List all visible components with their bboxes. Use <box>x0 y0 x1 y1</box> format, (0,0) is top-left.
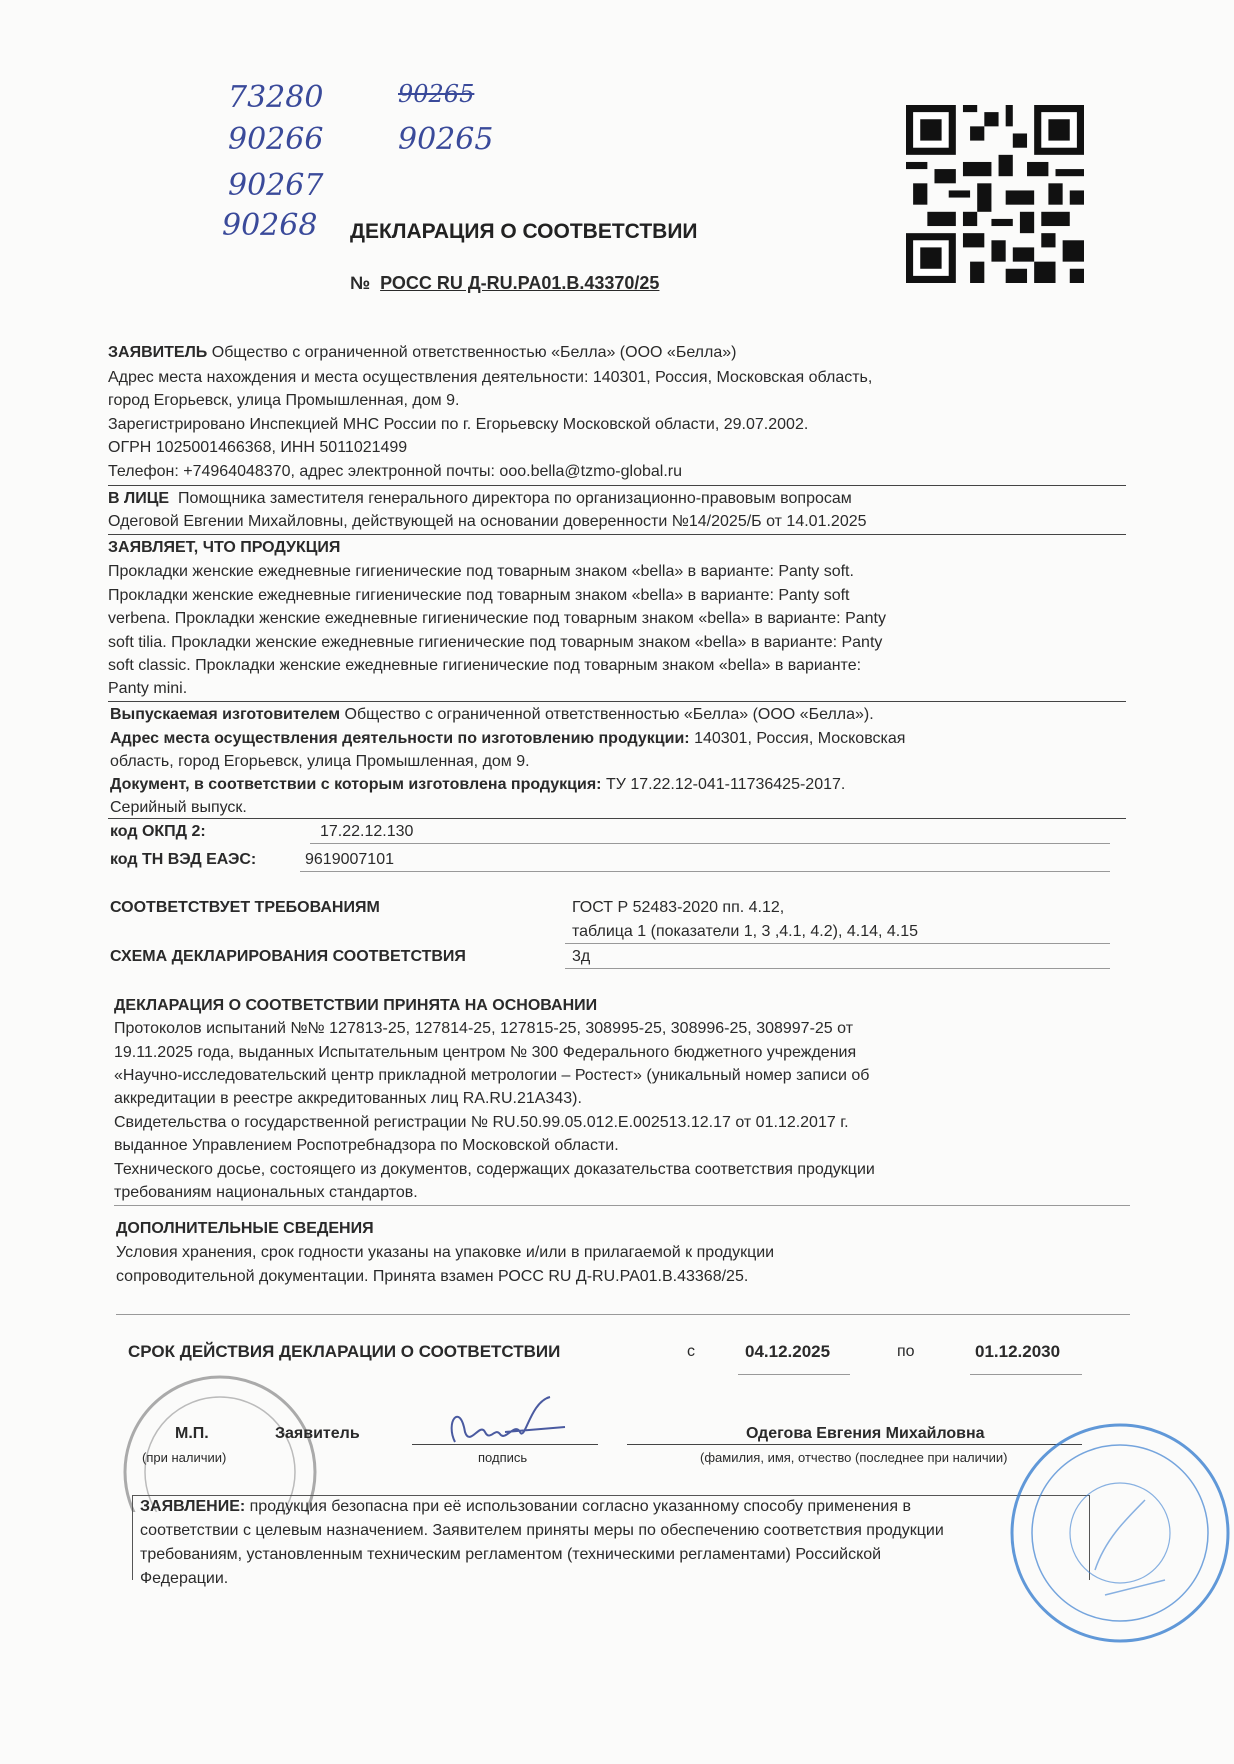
handwritten-number: 90268 <box>222 208 318 243</box>
basis-line: «Научно-исследовательский центр прикладной метрологии – Ростест» (уникальный номер записи об <box>114 1067 870 1084</box>
divider <box>565 943 1110 944</box>
manufacturer-document-label: Документ, в соответствии с которым изготовлена продукция: <box>110 776 602 793</box>
page-title: ДЕКЛАРАЦИЯ О СООТВЕТСТВИИ <box>350 220 698 243</box>
applicant-registration: Зарегистрировано Инспекцией МНС России по г. Егорьевску Московской области, 29.07.2002. <box>108 416 809 433</box>
handwritten-number: 90265 <box>398 122 494 157</box>
product-line: Panty mini. <box>108 680 188 697</box>
applicant-address: Адрес места нахождения и места осуществления деятельности: 140301, Россия, Московская область, <box>108 369 873 386</box>
declaration-number <box>350 273 659 294</box>
applicant-ogrn: ОГРН 1025001466368, ИНН 5011021499 <box>108 439 408 456</box>
handwritten-number: 90267 <box>228 168 324 203</box>
applicant-name: Общество с ограниченной ответственностью «Белла» (ООО «Белла») <box>211 344 737 361</box>
number-prefix: № <box>350 273 371 293</box>
statement-line <box>140 1495 911 1518</box>
product-label: ЗАЯВЛЯЕТ, ЧТО ПРОДУКЦИЯ <box>108 539 341 556</box>
manufacturer-document-value: ТУ 17.22.12-041-11736425-2017. <box>605 776 846 793</box>
validity-to-label: по <box>897 1343 915 1360</box>
basis-line: 19.11.2025 года, выданных Испытательным центром № 300 Федерального бюджетного учреждения <box>114 1044 857 1061</box>
requirements-line: ГОСТ Р 52483-2020 пп. 4.12, <box>572 899 785 916</box>
requirements-line: таблица 1 (показатели 1, 3 ,4.1, 4.2), 4.14, 4.15 <box>572 923 919 940</box>
product-line: soft tilia. Прокладки женские ежедневные гигиенические под товарным знаком «bella» в варианте: Panty <box>108 634 883 651</box>
handwritten-number: 90266 <box>228 122 324 157</box>
divider <box>108 701 1126 702</box>
requirements-label: СООТВЕТСТВУЕТ ТРЕБОВАНИЯМ <box>110 899 380 916</box>
additional-label: ДОПОЛНИТЕЛЬНЫЕ СВЕДЕНИЯ <box>116 1220 374 1237</box>
certification-stamp-icon <box>995 1420 1234 1650</box>
representative-position: Помощника заместителя генерального директора по организационно-правовым вопросам <box>177 490 852 507</box>
divider <box>108 534 1126 535</box>
basis-line: Протоколов испытаний №№ 127813-25, 127814-25, 127815-25, 308995-25, 308996-25, 308997-25 от <box>114 1020 854 1037</box>
statement-line: требованиям, установленным техническим регламентом (техническими регламентами) Российской <box>140 1546 882 1563</box>
statement-text: продукция безопасна при её использовании согласно указанному способу применения в <box>249 1498 911 1515</box>
manufacturer-line <box>110 703 874 726</box>
divider <box>970 1374 1082 1375</box>
applicant-line <box>108 341 736 364</box>
statement-label: ЗАЯВЛЕНИЕ: <box>140 1498 246 1515</box>
divider <box>108 485 1126 486</box>
signature-line <box>412 1444 598 1445</box>
basis-line: аккредитации в реестре аккредитованных лиц RA.RU.21A343). <box>114 1090 582 1107</box>
scheme-value: 3д <box>572 948 591 965</box>
tnved-value: 9619007101 <box>305 851 394 868</box>
divider <box>300 871 1110 872</box>
validity-from-label: с <box>687 1343 695 1360</box>
validity-from-date: 04.12.2025 <box>745 1342 831 1361</box>
validity-to-date: 01.12.2030 <box>975 1342 1061 1361</box>
basis-line: Свидетельства о государственной регистрации № RU.50.99.05.012.E.002513.12.17 от 01.12.2017 г. <box>114 1114 849 1131</box>
applicant-label: ЗАЯВИТЕЛЬ <box>108 344 208 361</box>
representative-name: Одеговой Евгении Михайловны, действующей на основании доверенности №14/2025/Б от 14.01.2025 <box>108 513 867 530</box>
okpd-label: код ОКПД 2: <box>110 823 206 840</box>
signer-name: Одегова Евгения Михайловна <box>746 1425 985 1442</box>
applicant-sign-label: Заявитель <box>275 1425 360 1442</box>
validity-label: СРОК ДЕЙСТВИЯ ДЕКЛАРАЦИИ О СООТВЕТСТВИИ <box>128 1342 561 1361</box>
serial-production: Серийный выпуск. <box>110 799 247 816</box>
divider <box>738 1374 850 1375</box>
product-line: soft classic. Прокладки женские ежедневные гигиенические под товарным знаком «bella» в варианте: <box>108 657 862 674</box>
basis-line: выданное Управлением Роспотребнадзора по Московской области. <box>114 1137 619 1154</box>
additional-line: Условия хранения, срок годности указаны на упаковке и/или в прилагаемой к продукции <box>116 1244 775 1261</box>
applicant-contacts: Телефон: +74964048370, адрес электронной почты: ooo.bella@tzmo-global.ru <box>108 463 682 480</box>
divider <box>565 968 1110 969</box>
statement-line: соответствии с целевым назначением. Заявителем приняты меры по обеспечению соответствия продукции <box>140 1522 944 1539</box>
statement-line: Федерации. <box>140 1570 229 1587</box>
divider <box>310 843 1110 844</box>
handwritten-crossed-number: 90265 <box>398 80 475 108</box>
number-value: РОСС RU Д-RU.PA01.B.43370/25 <box>380 273 660 293</box>
okpd-value: 17.22.12.130 <box>320 823 414 840</box>
basis-line: Технического досье, состоящего из документов, содержащих доказательства соответствия продукции <box>114 1161 875 1178</box>
manufacturer-address-label: Адрес места осуществления деятельности по изготовлению продукции: <box>110 730 690 747</box>
product-line: Прокладки женские ежедневные гигиенические под товарным знаком «bella» в варианте: Panty soft. <box>108 563 854 580</box>
seal-label: М.П. <box>175 1425 209 1442</box>
product-line: verbena. Прокладки женские ежедневные гигиенические под товарным знаком «bella» в варианте: Panty <box>108 610 886 627</box>
representative-line <box>108 487 852 510</box>
manufacturer-address-value: 140301, Россия, Московская <box>694 730 906 747</box>
divider <box>108 818 1126 819</box>
seal-note: (при наличии) <box>142 1450 227 1465</box>
additional-line: сопроводительной документации. Принята взамен РОСС RU Д-RU.PA01.B.43368/25. <box>116 1268 749 1285</box>
divider <box>116 1314 1130 1315</box>
basis-line: требованиям национальных стандартов. <box>114 1184 418 1201</box>
applicant-address-cont: город Егорьевск, улица Промышленная, дом 9. <box>108 392 460 409</box>
product-line: Прокладки женские ежедневные гигиенические под товарным знаком «bella» в варианте: Panty soft <box>108 587 850 604</box>
handwritten-number: 73280 <box>228 80 324 115</box>
scheme-label: СХЕМА ДЕКЛАРИРОВАНИЯ СООТВЕТСТВИЯ <box>110 948 466 965</box>
tnved-label: код ТН ВЭД ЕАЭС: <box>110 851 257 868</box>
manufacturer-name: Общество с ограниченной ответственностью «Белла» (ООО «Белла»). <box>344 706 874 723</box>
basis-label: ДЕКЛАРАЦИЯ О СООТВЕТСТВИИ ПРИНЯТА НА ОСНОВАНИИ <box>114 997 598 1014</box>
manufacturer-label: Выпускаемая изготовителем <box>110 706 341 723</box>
divider <box>114 1205 1130 1206</box>
representative-label: В ЛИЦЕ <box>108 490 170 507</box>
manufacturer-address-cont: область, город Егорьевск, улица Промышленная, дом 9. <box>110 753 530 770</box>
signature-caption: подпись <box>478 1450 528 1465</box>
manufacturer-document <box>110 773 845 796</box>
manufacturer-address <box>110 727 905 750</box>
qr-code-icon <box>905 105 1085 283</box>
name-caption: (фамилия, имя, отчество (последнее при наличии) <box>700 1450 1008 1465</box>
signature-icon <box>435 1392 595 1452</box>
